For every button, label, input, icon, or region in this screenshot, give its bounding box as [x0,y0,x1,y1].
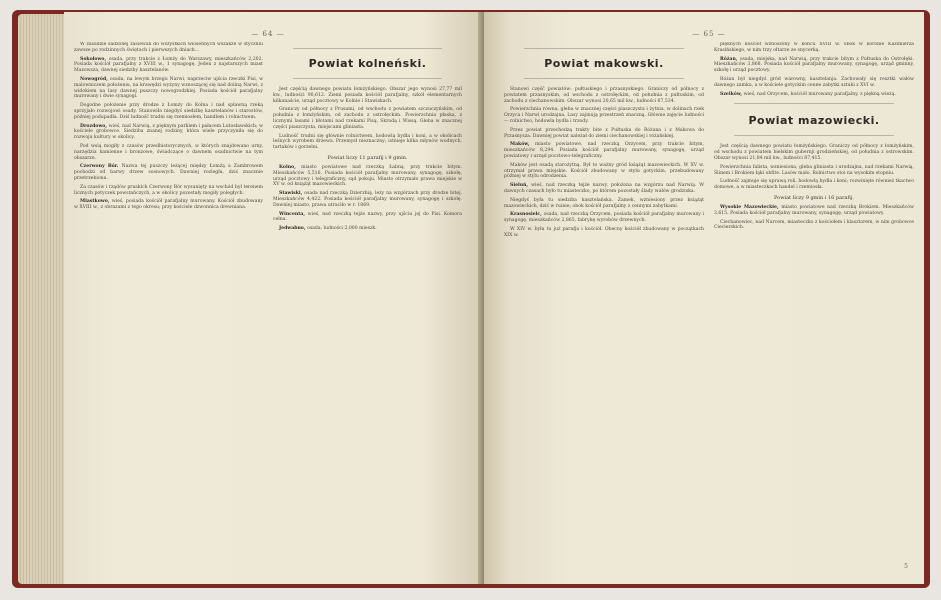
paragraph: Szelków, wieś, nad Orzycem, kościół murowany parafjalny, z piękną wieżą. [720,91,896,97]
paragraph-note: Powiat liczy 11 parafij i 9 gmin. [327,154,408,161]
signature-mark: 5 [904,563,908,570]
left-page [64,12,484,584]
paragraph: Miastkowo, wieś, posiada kościół parafjalny murowany. Kościół zbudowany w XVIII w., z obrazami z tego okresu; przy kościele dzwonnica drewniana. [74,199,263,211]
divider [734,103,894,104]
paragraph: Różan był niegdyś gród warowny, kasztelanja. Zachowały się resztki wałów dawnego zamku, a w kościele gotyckim cenne zabytki sztuki z XVI w. [714,76,914,88]
divider [734,135,894,136]
right-page-column-2-text-top [714,42,914,97]
paragraph: Stanowi część powiatów: pułtuskiego i przasnyskiego. Graniczy od północy z powiatem przasnyskim, od wschodu z ostrołęckim, od południa z pułtuskim, od zachodu z ciechanowskim. Obszar wynosi 20,65 mil kw., ludności 67,534. [504,87,704,104]
paragraph: Niegdyś była tu siedziba kasztelańska. Zamek, wzniesiony przez książąt mazowieckich, dziś w ruinie; obok kościół parafjalny z cennymi zabytkami. [504,197,704,209]
place-name: Kolno, [279,164,302,170]
page-number: — 65 — [692,30,726,38]
left-page-column-2-text [273,87,462,232]
paragraph: Czerwony Bór. Nazwa tej puszczy leżącej między Łomżą a Zambrowem pochodzi od barwy drzew sosnowych. Dawniej rozległa, dziś znacznie przetrzebiona. [74,164,263,181]
paragraph: pięknych kościół wznoszony w końcu XVIII w. obok w koronie Kazimierza Krasińskiego, w nim trzy ołtarze ze snycerką. [714,42,914,53]
paragraph: Jest częścią dawnego powiatu łomżyńskiego. Obszar jego wynosi 27,77 mil kw., ludności 90,612. Ziemi posiada kościół parafjalny, szkół elementarnych kilkanaście, urząd pocztowy w Kolnie i Stawiskach. [273,87,462,104]
section-heading: Powiat kolneński. [308,57,427,70]
place-name: Jedwabno, [279,226,308,232]
paragraph: Za czasów i rządów pruskich Czerwony Bór wysunięty na wschód był terenem licznych potyczek powstańczych, a w okolicy pozostały mogiły poległych. [74,184,263,196]
paragraph: W XIV w. była tu już parafja i kościół. Obecny kościół zbudowany w początkach XIX w. [504,226,704,238]
paragraph: Ludność trudni się głównie rolnictwem, hodowlą bydła i koni, a w okolicach leśnych wyrobem drzewa. Przemysł nieznaczny; istnieje kilka młynów wodnych, tartaków i gorzelni. [273,133,462,151]
paragraph: Jedwabno, osada, ludności 2,000 mieszk. [279,226,377,232]
left-page-column-1 [74,42,263,582]
section-heading: Powiat makowski. [544,57,664,70]
paragraph: Maków jest osadą starożytną. Był to ważny gród książąt mazowieckich. W XV w. otrzymał prawa miejskie. Kościół zbudowany w stylu gotyckim, przebudowany później w stylu odrodzenia. [504,162,704,180]
divider [293,78,442,79]
paragraph: W zasadzie sadzonej zasiewali do wszystkich wiosennych wszakże w styczniu zawsze po rodzinnych świętach i pierwszych dniach... [74,42,263,53]
paragraph: Powierzchnia falista, wzniesiona, gleba gliniasta i urodzajna, nad rzekami Narwią, Ślinem i Brokiem łąki obfite. Lasów mało. Rolnictwo stoi na wysokim stopniu. [714,164,914,176]
right-page-column-2-text-bottom [714,144,914,231]
place-name: Drozdowo, [80,123,109,129]
paragraph: Wysokie Mazowieckie, miasto powiatowe nad rzeczką Brokiem. Mieszkańców 3,615. Posiada kościół parafjalny murowany, synagogę, urząd powiatowy. [714,204,914,216]
paragraph: Krasnosielc, osada, nad rzeczką Orzycem, posiada kościół parafjalny murowany i synagogę, mieszkańców 2,865, fabrykę wyrobów drzewnych. [504,212,704,224]
section-heading: Powiat mazowiecki. [748,114,880,128]
paragraph: Nowogród, osada, na lewym brzegu Narwi, naprzeciw ujścia rzeczki Pisi, w malowniczem położeniu, na krawędzi wyżyny wznoszącej się nad doliną Narwi, z widokiem na lasy dawnej puszczy nowogrodzkiej. Posiada kościół parafjalny murowany i dwie synagogi. [74,76,263,100]
place-name: Sokołowo, [80,56,109,62]
paragraph: Drozdowo, wieś, nad Narwią, z pięknym parkiem i pałacem Lutosławskich; w kościele grobowce. Siedziba znanej rodziny, która wiele przyczyniła się do rozwoju kultury w okolicy. [74,123,263,141]
place-name: Czerwony Bór. [80,164,122,170]
paragraph: Jest częścią dawnego powiatu łomżyńskiego. Graniczy od północy z łomżyńskim, od wschodu z powiatem bielskim gubernji grodzieńskiej, od południa z ostrowskim. Obszar wynosi 21,84 mil kw., ludności 87,415. [714,144,914,161]
paragraph: Powierzchnia równa, gleba w znacznej części piaszczysta i żytnia, w dolinach rzek Orzyca i Narwi urodzajna. Lasy zajmują przestrzeń znaczną. Główne zajęcie ludności — rolnictwo, hodowla bydła i trzody. [504,107,704,124]
paragraph: Przez powiat przechodzą trakty bite z Pułtuska do Różana i z Makowa do Przasnysza. Dawniej powiat należał do ziemi ciechanowskiej i różańskiej. [504,127,704,139]
divider [524,48,684,49]
place-name: Krasnosielc, [510,212,544,218]
left-page-column-2 [273,42,462,582]
paragraph: Ciechanowiec, nad Nurcem, miasteczko z kościołem i klasztorem, w nim grobowce Ciecierskich. [714,219,914,231]
divider [293,48,442,49]
paragraph-note: Powiat liczy 9 gmin i 16 parafij. [774,194,854,201]
paragraph: Dogodne położenie przy drodze z Łomży do Kolna i nad spławną rzeką sprzyjało rozwojowi osady. Stanowiła niegdyś siedzibę kasztelanów i starostów, później podupadła. Dziś ludność trudni się rzemiosłem, handlem i rolnictwem. [74,103,263,120]
paragraph: Stawiski, osada nad rzeczką Dzierzbią, leży na wzgórzach przy drodze bitej. Mieszkańców 4,422. Posiada kościół parafjalny murowany, synagogę i szkołę. Dawniej miasto, prawa utraciło w r. 1869. [273,191,462,208]
place-name: Różan, [720,56,740,62]
place-name: Nowogród, [80,76,110,82]
paragraph: Różan, osada, miejska, nad Narwią, przy trakcie bitym z Pułtuska do Ostrołęki. Mieszkańców 3,868. Posiada kościół parafjalny murowany, synagogę, urząd gminny, szkołę i urząd pocztowy. [714,56,914,74]
right-page-column-1 [504,42,704,582]
place-name: Wincenta, [279,211,308,217]
paragraph: Ludność zajmuje się uprawą roli, hodowlą bydła i koni; rozwinięte również tkactwo domowe, a w miasteczkach handel i rzemiosła. [714,179,914,191]
place-name: Maków, [510,142,535,148]
page-number: — 64 — [251,30,285,38]
paragraph: Pod wsią mogiły z czasów przedhistorycznych, w których znajdowano urny, narzędzia kamienne i bronzowe, świadczące o dawnem osadnictwie na tym obszarze. [74,143,263,161]
paragraph: Sieluń, wieś, nad rzeczką tejże nazwy, położona na wzgórzu nad Narwią. W dawnych czasach było tu miasteczko, po którem pozostały ślady wałów grodziska. [504,183,704,194]
place-name: Wysokie Mazowieckie, [720,204,782,210]
place-name: Sieluń, [510,183,532,189]
paragraph: Maków, miasto powiatowe, nad rzeczką Orzycem, przy trakcie bitym, mieszkańców 8,294. Posiada kościół parafjalny murowany, synagogę, urząd powiatowy i urząd pocztowo-telegraficzny. [504,142,704,159]
right-page-column-1-text [504,87,704,239]
place-name: Stawiski, [279,191,305,197]
place-name: Szelków, [720,91,744,97]
right-page-column-2 [714,42,914,582]
paragraph: Sokołowo, osada, przy trakcie z Łomży do Warszawy, mieszkańców 2,202. Posiada kościół parafjalny z XVIII w., 1 synagogę. Jeden z najstarszych miast Mazowsza, dawnej siedziby kasztelanów. [74,56,263,74]
divider [524,78,684,79]
paragraph: Wincenta, wieś, nad rzeczką tejże nazwy, przy ujściu jej do Pisi. Komora celna. [273,211,462,223]
place-name: Miastkowo, [80,199,112,205]
paragraph: Kolno, miasto powiatowe nad rzeczką Łabną, przy trakcie bitym. Mieszkańców 5,516. Posiada kościół parafjalny murowany, synagogę, szkołę, urząd pocztowy i telegraficzny, sąd pokoju. Miasto otrzymało prawa miejskie w XV w. od książąt mazowieckich. [273,164,462,188]
right-page [484,12,924,584]
paragraph: Graniczy od północy z Prusami, od wschodu z powiatem szczuczyńskim, od południa z łomżyńskim, od zachodu z ostrołęckim. Powierzchnia płaska, z licznymi lasami i błotami nad rzekami Pisą, Skrodą i Wissą. Gleba w znacznej części piaszczysta, miejscami gliniasta. [273,107,462,130]
